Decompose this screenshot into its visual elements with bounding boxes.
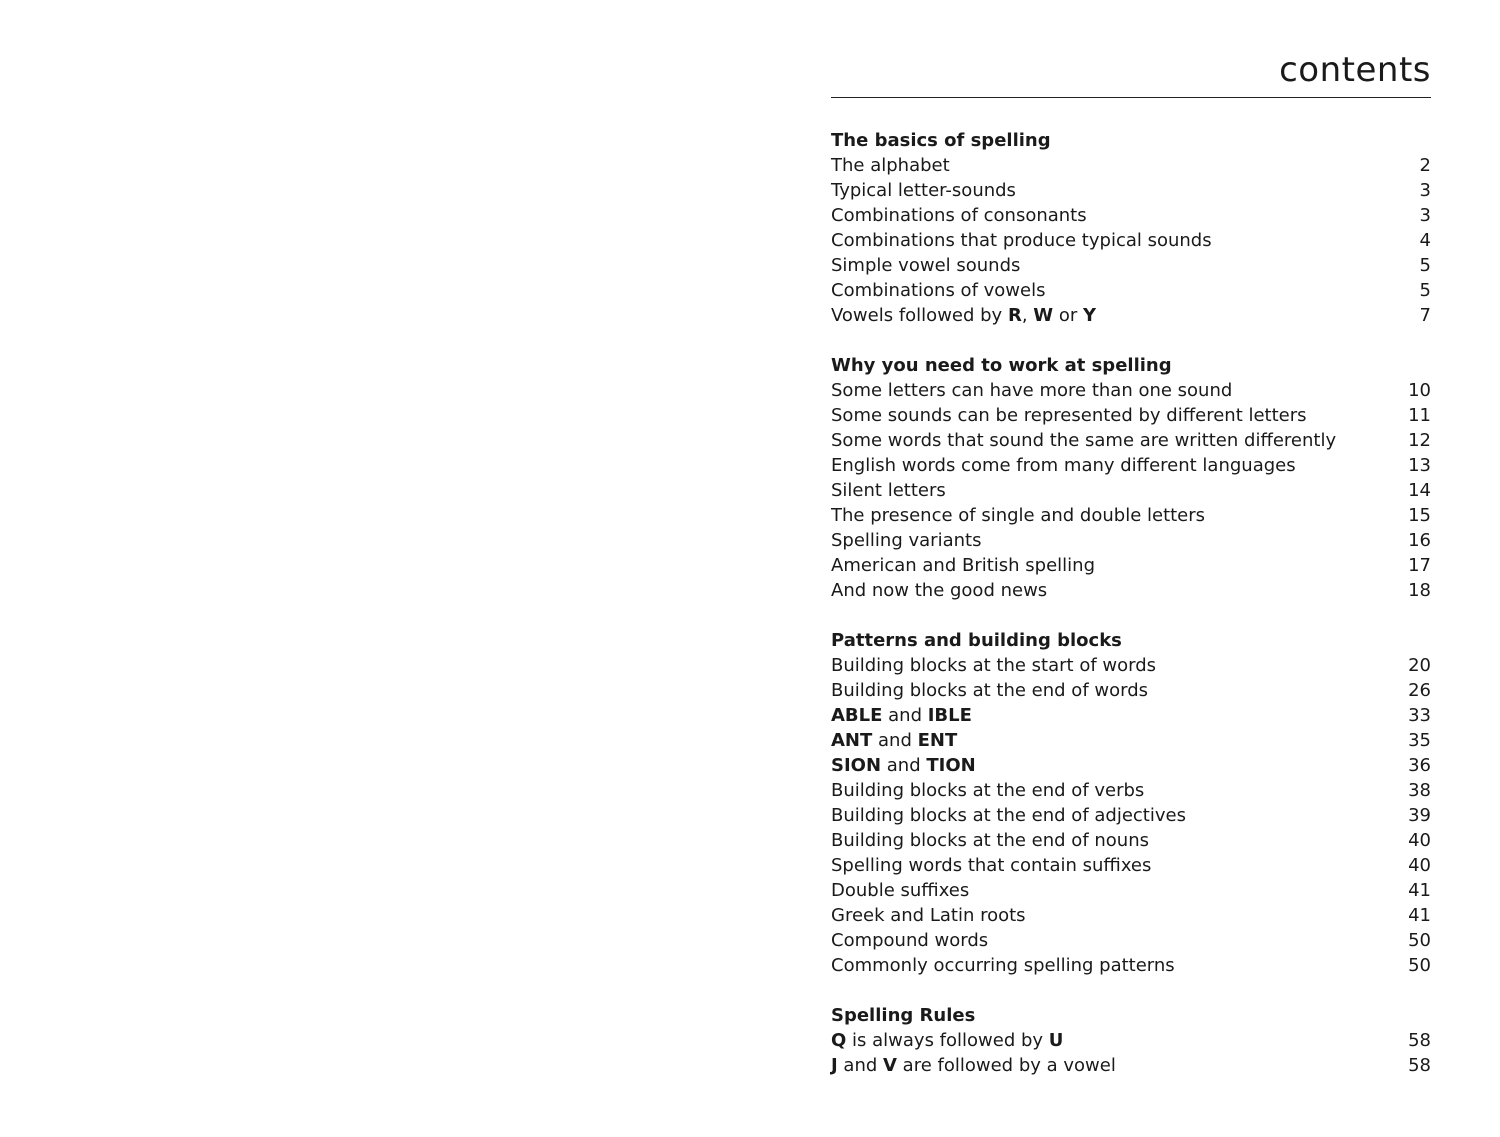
table-of-contents <box>831 128 1431 1103</box>
page-number: 16 <box>1408 530 1431 551</box>
toc-entry[interactable] <box>831 303 1431 328</box>
entry-title <box>831 178 1016 203</box>
entry-title-part: Spelling words that contain suffixes <box>831 855 1152 876</box>
page-number: 50 <box>1408 955 1431 976</box>
toc-entry[interactable] <box>831 1028 1431 1053</box>
entry-title <box>831 253 1020 278</box>
entry-title <box>831 653 1156 678</box>
section-heading: The basics of spelling <box>831 130 1051 151</box>
section-heading: Patterns and building blocks <box>831 630 1122 651</box>
entry-title <box>831 578 1047 603</box>
entry-title-bold-part: W <box>1033 305 1054 326</box>
entry-title-bold-part: R <box>1007 305 1022 326</box>
entry-title <box>831 878 969 903</box>
toc-entry[interactable] <box>831 903 1431 928</box>
entry-title-part: The alphabet <box>831 155 950 176</box>
page-number: 4 <box>1419 230 1431 251</box>
entry-title-bold-part: V <box>883 1055 897 1076</box>
toc-entry[interactable] <box>831 178 1431 203</box>
entry-title <box>831 703 972 728</box>
entry-title <box>831 378 1232 403</box>
page-title: contents <box>1279 50 1431 90</box>
entry-title-part: , <box>1021 305 1034 326</box>
entry-title-bold-part: J <box>831 1055 838 1076</box>
page-number: 33 <box>1408 705 1431 726</box>
entry-title <box>831 753 976 778</box>
entry-title-part: Combinations that produce typical sounds <box>831 230 1212 251</box>
entry-title-bold-part: ABLE <box>831 705 883 726</box>
toc-entry[interactable] <box>831 278 1431 303</box>
page-number: 14 <box>1408 480 1431 501</box>
toc-entry[interactable] <box>831 878 1431 903</box>
toc-entry[interactable] <box>831 778 1431 803</box>
entry-title <box>831 853 1151 878</box>
page-number: 3 <box>1419 180 1431 201</box>
entry-title <box>831 478 946 503</box>
entry-title-part: Combinations of consonants <box>831 205 1087 226</box>
page-number: 18 <box>1408 580 1431 601</box>
entry-title-part: and <box>837 1055 884 1076</box>
entry-title <box>831 503 1205 528</box>
page-number: 20 <box>1408 655 1431 676</box>
entry-title <box>831 553 1095 578</box>
entry-title-part: English words come from many different languages <box>831 455 1296 476</box>
page-number: 36 <box>1408 755 1431 776</box>
entry-title <box>831 203 1087 228</box>
entry-title-part: Compound words <box>831 930 989 951</box>
entry-title <box>831 903 1026 928</box>
entry-title <box>831 528 981 553</box>
page-number: 5 <box>1419 280 1431 301</box>
toc-entry[interactable] <box>831 803 1431 828</box>
entry-title-part: Some sounds can be represented by different letters <box>831 405 1307 426</box>
toc-section <box>831 628 1431 978</box>
entry-title <box>831 278 1045 303</box>
entry-title-bold-part: TION <box>926 755 976 776</box>
section-heading: Why you need to work at spelling <box>831 355 1172 376</box>
toc-entry[interactable] <box>831 503 1431 528</box>
entry-title-bold-part: ENT <box>917 730 958 751</box>
page-number: 3 <box>1419 205 1431 226</box>
entry-title-part: Some letters can have more than one sound <box>831 380 1233 401</box>
toc-entry[interactable] <box>831 578 1431 603</box>
page-number: 7 <box>1419 305 1431 326</box>
page-number: 58 <box>1408 1055 1431 1076</box>
page-number: 58 <box>1408 1030 1431 1051</box>
entry-title-part: or <box>1053 305 1083 326</box>
entry-title-part: Combinations of vowels <box>831 280 1046 301</box>
page-number: 38 <box>1408 780 1431 801</box>
entry-title-bold-part: Q <box>831 1030 847 1051</box>
entry-title <box>831 728 957 753</box>
entry-title-part: Building blocks at the end of verbs <box>831 780 1145 801</box>
toc-entry[interactable] <box>831 653 1431 678</box>
entry-title-part: Double suffixes <box>831 880 970 901</box>
entry-title <box>831 453 1296 478</box>
page-number: 35 <box>1408 730 1431 751</box>
entry-title <box>831 228 1212 253</box>
entry-title-part: Silent letters <box>831 480 946 501</box>
page-number: 5 <box>1419 255 1431 276</box>
entry-title-bold-part: IBLE <box>927 705 972 726</box>
toc-entry[interactable] <box>831 203 1431 228</box>
toc-section <box>831 353 1431 603</box>
entry-title-part: Commonly occurring spelling patterns <box>831 955 1175 976</box>
toc-section <box>831 1003 1431 1078</box>
page-number: 10 <box>1408 380 1431 401</box>
page-number: 2 <box>1419 155 1431 176</box>
page-number: 41 <box>1408 905 1431 926</box>
page-number: 41 <box>1408 880 1431 901</box>
page-number: 50 <box>1408 930 1431 951</box>
page-number: 12 <box>1408 430 1431 451</box>
entry-title <box>831 678 1148 703</box>
entry-title-part: are followed by a vowel <box>896 1055 1116 1076</box>
entry-title <box>831 403 1307 428</box>
toc-entry[interactable] <box>831 703 1431 728</box>
toc-entry[interactable] <box>831 753 1431 778</box>
entry-title <box>831 153 950 178</box>
entry-title-part: is always followed by <box>846 1030 1049 1051</box>
entry-title-part: Typical letter-sounds <box>831 180 1016 201</box>
entry-title-part: and <box>882 705 928 726</box>
page-number: 13 <box>1408 455 1431 476</box>
entry-title-bold-part: U <box>1048 1030 1064 1051</box>
toc-entry[interactable] <box>831 928 1431 953</box>
entry-title-part: and <box>881 755 927 776</box>
entry-title-bold-part: ANT <box>831 730 873 751</box>
entry-title-part: American and British spelling <box>831 555 1095 576</box>
toc-section <box>831 128 1431 328</box>
page-number: 40 <box>1408 830 1431 851</box>
toc-entry[interactable] <box>831 528 1431 553</box>
toc-entry[interactable] <box>831 553 1431 578</box>
entry-title <box>831 428 1336 453</box>
entry-title <box>831 1028 1063 1053</box>
page-number: 17 <box>1408 555 1431 576</box>
toc-entry[interactable] <box>831 953 1431 978</box>
toc-entry[interactable] <box>831 853 1431 878</box>
toc-entry[interactable] <box>831 228 1431 253</box>
entry-title-part: Vowels followed by <box>831 305 1008 326</box>
entry-title <box>831 803 1186 828</box>
section-heading: Spelling Rules <box>831 1005 976 1026</box>
toc-entry[interactable] <box>831 728 1431 753</box>
page-number: 11 <box>1408 405 1431 426</box>
entry-title-part: The presence of single and double letters <box>831 505 1206 526</box>
title-rule <box>831 97 1431 98</box>
entry-title-part: Building blocks at the start of words <box>831 655 1157 676</box>
entry-title-part: And now the good news <box>831 580 1048 601</box>
entry-title-part: and <box>872 730 918 751</box>
entry-title-part: Building blocks at the end of adjectives <box>831 805 1186 826</box>
page-number: 26 <box>1408 680 1431 701</box>
entry-title-part: Some words that sound the same are written differently <box>831 430 1337 451</box>
toc-entry[interactable] <box>831 478 1431 503</box>
toc-entry[interactable] <box>831 428 1431 453</box>
entry-title <box>831 828 1149 853</box>
toc-entry[interactable] <box>831 1053 1431 1078</box>
toc-entry[interactable] <box>831 828 1431 853</box>
entry-title-part: Greek and Latin roots <box>831 905 1026 926</box>
page-number: 40 <box>1408 855 1431 876</box>
entry-title <box>831 953 1175 978</box>
toc-entry[interactable] <box>831 253 1431 278</box>
toc-entry[interactable] <box>831 153 1431 178</box>
entry-title-part: Building blocks at the end of nouns <box>831 830 1149 851</box>
entry-title-part: Spelling variants <box>831 530 982 551</box>
page-number: 39 <box>1408 805 1431 826</box>
entry-title-bold-part: Y <box>1082 305 1097 326</box>
entry-title-bold-part: SION <box>831 755 882 776</box>
toc-entry[interactable] <box>831 453 1431 478</box>
page-number: 15 <box>1408 505 1431 526</box>
entry-title-part: Simple vowel sounds <box>831 255 1021 276</box>
toc-entry[interactable] <box>831 403 1431 428</box>
entry-title <box>831 303 1096 328</box>
toc-entry[interactable] <box>831 678 1431 703</box>
entry-title <box>831 1053 1116 1078</box>
toc-entry[interactable] <box>831 378 1431 403</box>
entry-title <box>831 928 988 953</box>
entry-title-part: Building blocks at the end of words <box>831 680 1148 701</box>
entry-title <box>831 778 1144 803</box>
